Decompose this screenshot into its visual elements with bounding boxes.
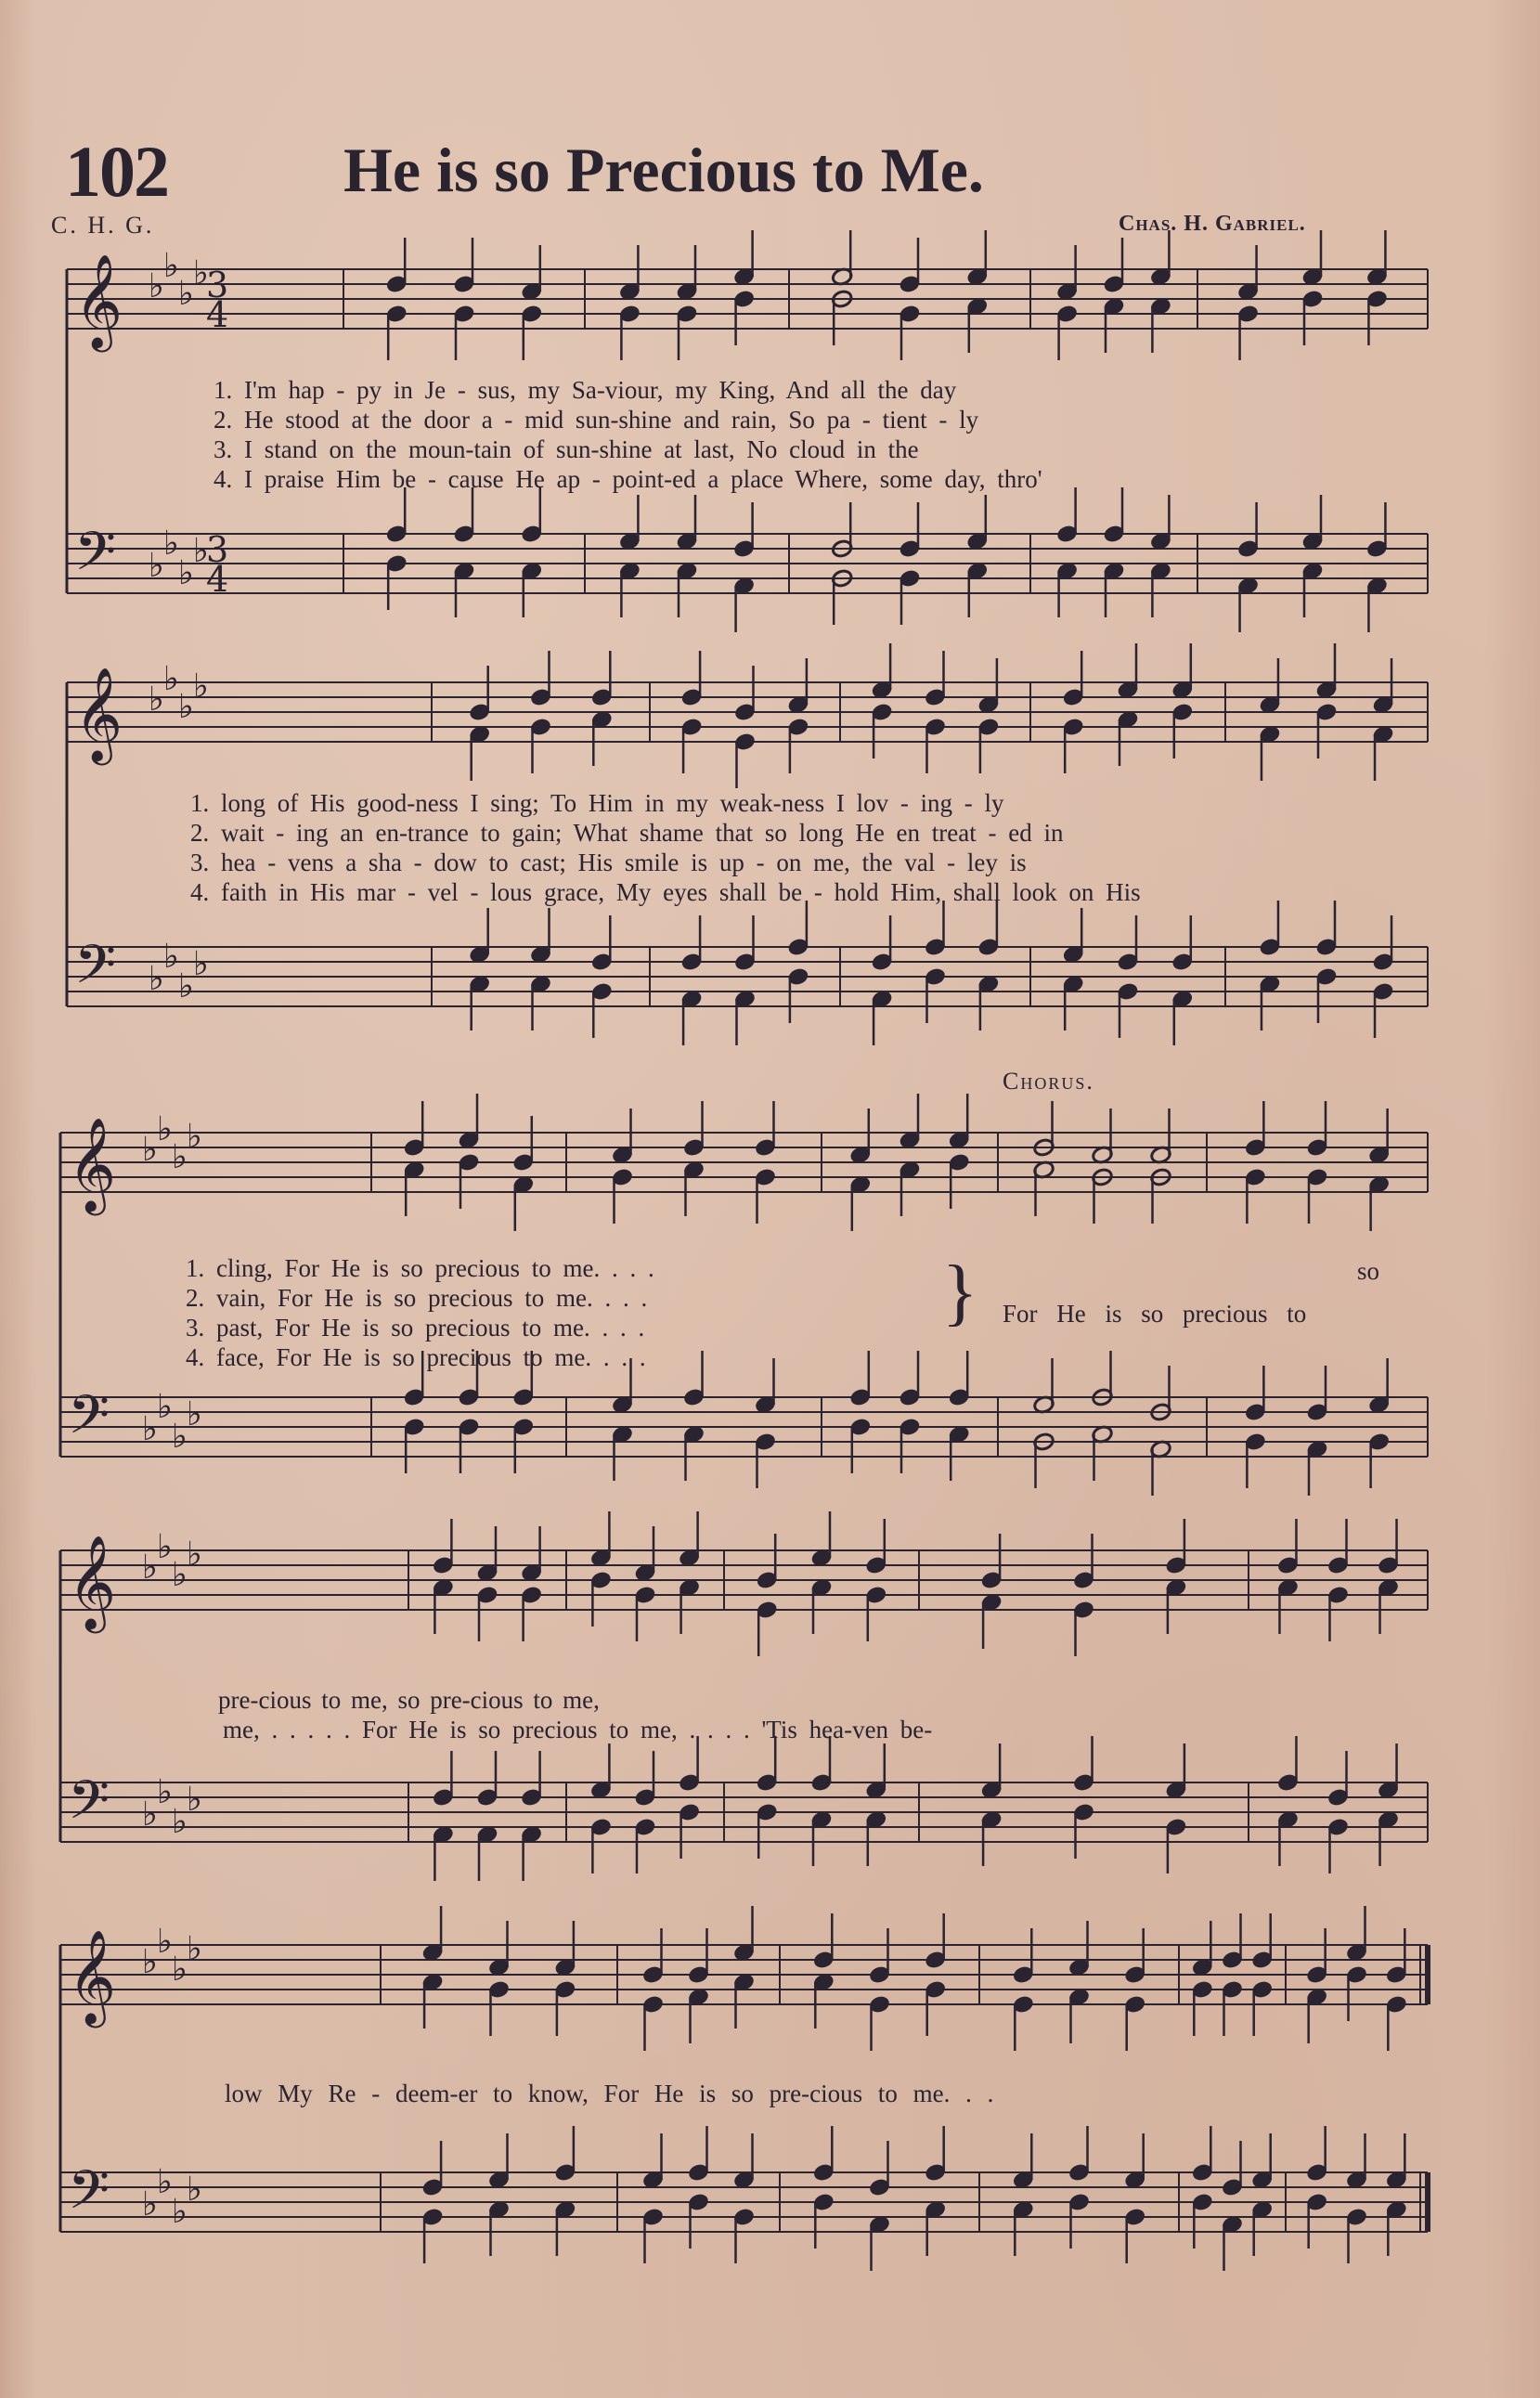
verse-1-line-1: 1. I'm hap - py in Je - sus, my Sa-viour, my King, And all the day	[214, 376, 957, 404]
treble-clef-icon: 𝄞	[68, 1534, 117, 1629]
flat-sign-icon: ♭	[157, 1773, 173, 1811]
time-signature-top: 3	[206, 265, 229, 305]
bass-clef-icon: 𝄢	[68, 1769, 110, 1845]
verse-4-line-1: 4. I praise Him be - cause He ap - point-ed a place Where, some day, thro'	[214, 465, 1042, 493]
flat-sign-icon: ♭	[142, 1549, 158, 1587]
time-signature-bottom: 4	[206, 559, 229, 600]
treble-clef-icon: 𝄞	[68, 1116, 117, 1212]
bass-clef-icon: 𝄢	[68, 1383, 110, 1459]
verse-3-line-3: 3. past, For He is so precious to me. . . .	[186, 1314, 645, 1342]
flat-sign-icon: ♭	[172, 1418, 188, 1456]
flat-sign-icon: ♭	[172, 1951, 188, 1989]
treble-clef-icon: 𝄞	[68, 1928, 117, 2024]
time-signature-top: 3	[206, 529, 229, 570]
refrain-alto-text: so	[1357, 1257, 1380, 1285]
flat-sign-icon: ♭	[142, 2185, 158, 2223]
flat-sign-icon: ♭	[193, 945, 209, 983]
verse-4-line-2: 4. faith in His mar - vel - lous grace, My eyes shall be - hold Him, shall look on His	[190, 878, 1141, 906]
flat-sign-icon: ♭	[187, 1395, 202, 1433]
composer-credit: Chas. H. Gabriel.	[1119, 212, 1306, 236]
flat-sign-icon: ♭	[172, 1138, 188, 1176]
hymn-title: He is so Precious to Me.	[343, 135, 984, 205]
verse-2-line-1: 2. He stood at the door a - mid sun-shine and rain, So pa - tient - ly	[214, 406, 979, 434]
flat-sign-icon: ♭	[172, 1556, 188, 1594]
flat-sign-icon: ♭	[149, 681, 164, 719]
flat-sign-icon: ♭	[187, 1930, 202, 1968]
treble-clef-icon: 𝄞	[74, 253, 123, 348]
verse-1-line-3: 1. cling, For He is so precious to me. . . .	[186, 1254, 654, 1282]
verse-3-line-2: 3. hea - vens a sha - dow to cast; His smile is up - on me, the val - ley is	[190, 849, 1027, 876]
verse-3-line-1: 3. I stand on the moun-tain of sun-shine at last, No cloud in the	[214, 435, 919, 463]
system5-lyrics: low My Re - deem-er to know, For He is so pre-cious to me. . .	[225, 2080, 994, 2107]
flat-sign-icon: ♭	[178, 554, 194, 592]
bass-clef-icon: 𝄢	[74, 520, 117, 596]
flat-sign-icon: ♭	[178, 275, 194, 313]
flat-sign-icon: ♭	[149, 267, 164, 305]
flat-sign-icon: ♭	[157, 1110, 173, 1148]
flat-sign-icon: ♭	[163, 660, 179, 698]
flat-sign-icon: ♭	[142, 1943, 158, 1981]
flat-sign-icon: ♭	[187, 1781, 202, 1819]
flat-sign-icon: ♭	[163, 247, 179, 285]
time-signature-bottom: 4	[206, 294, 229, 335]
bass-clef-icon: 𝄢	[68, 2158, 110, 2235]
verse-1-line-2: 1. long of His good-ness I sing; To Him in my weak-ness I lov - ing - ly	[190, 789, 1004, 817]
flat-sign-icon: ♭	[142, 1131, 158, 1169]
flat-sign-icon: ♭	[157, 2163, 173, 2201]
flat-sign-icon: ♭	[187, 1536, 202, 1574]
flat-sign-icon: ♭	[163, 938, 179, 976]
flat-sign-icon: ♭	[157, 1528, 173, 1566]
flat-sign-icon: ♭	[187, 2171, 202, 2209]
flat-sign-icon: ♭	[193, 254, 209, 292]
flat-sign-icon: ♭	[149, 960, 164, 998]
refrain-main-text: For He is so precious to	[1003, 1300, 1307, 1328]
hymn-number: 102	[65, 131, 168, 212]
flat-sign-icon: ♭	[178, 967, 194, 1005]
verse-2-line-2: 2. wait - ing an en-trance to gain; What shame that so long He en treat - ed in	[190, 819, 1064, 847]
flat-sign-icon: ♭	[149, 547, 164, 585]
flat-sign-icon: ♭	[163, 525, 179, 563]
chorus-label: Chorus.	[1003, 1068, 1094, 1095]
verse-brace: }	[942, 1251, 978, 1333]
lyricist-credit: C. H. G.	[51, 212, 155, 239]
verse-2-line-3: 2. vain, For He is so precious to me. . . .	[186, 1284, 648, 1312]
flat-sign-icon: ♭	[187, 1118, 202, 1156]
flat-sign-icon: ♭	[172, 2193, 188, 2231]
verse-4-line-3: 4. face, For He is so precious to me. . . .	[186, 1343, 646, 1371]
flat-sign-icon: ♭	[142, 1410, 158, 1448]
flat-sign-icon: ♭	[178, 688, 194, 726]
bass-clef-icon: 𝄢	[74, 933, 117, 1009]
flat-sign-icon: ♭	[172, 1803, 188, 1841]
flat-sign-icon: ♭	[157, 1923, 173, 1961]
flat-sign-icon: ♭	[142, 1795, 158, 1834]
system4-alto-lyrics: me, . . . . . For He is so precious to me, . . . . 'Tis hea-ven be-	[223, 1716, 933, 1743]
flat-sign-icon: ♭	[193, 532, 209, 570]
flat-sign-icon: ♭	[157, 1388, 173, 1426]
flat-sign-icon: ♭	[193, 668, 209, 706]
treble-clef-icon: 𝄞	[74, 666, 123, 761]
system4-soprano-lyrics: pre-cious to me, so pre-cious to me,	[218, 1686, 600, 1714]
